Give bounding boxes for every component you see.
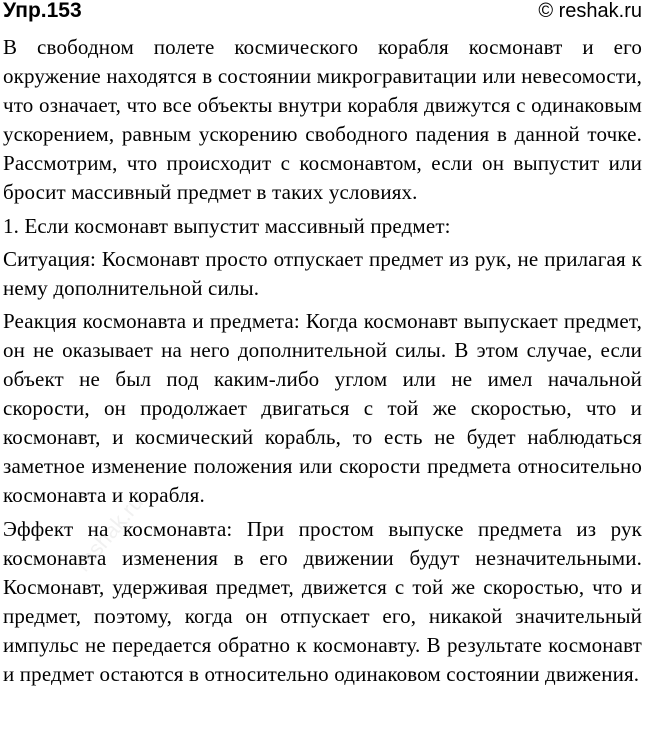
watermark: reshak.ru xyxy=(70,489,149,577)
site-credit: © reshak.ru xyxy=(538,0,642,22)
reaction-paragraph: Реакция космонавта и предмета: Когда космонавт выпускает предмет, он не оказывает на него дополнительной силы. В этом случае, если объект не был под каким-либо углом или не имел начальной скорости, он продолжает двигаться с той же скоростью, что и космонавт, и космический корабль, то есть не будет наблюдаться заметное изменение положения или скорости предмета относительно космонавта и корабля. xyxy=(3,308,642,508)
header xyxy=(3,0,642,30)
exercise-title: Упр.153 xyxy=(3,0,82,22)
situation-paragraph: Ситуация: Космонавт просто отпускает предмет из рук, не прилагая к нему дополнительной силы. xyxy=(3,246,642,300)
case-heading: 1. Если космонавт выпустит массивный предмет: xyxy=(3,213,451,238)
effect-paragraph: Эффект на космонавта: При простом выпуске предмета из рук космонавта изменения в его движении будут незначительными. Космонавт, удерживая предмет, движется с той же скоростью, что и предмет, поэтому, когда он отпускает его, никакой значительный импульс не передается обратно к космонавту. В результате космонавт и предмет остаются в относительно одинаковом состоянии движения. xyxy=(3,516,642,686)
solution-text xyxy=(3,33,642,689)
intro-paragraph: В свободном полете космического корабля космонавт и его окружение находятся в состоянии микрогравитации или невесомости, что означает, что все объекты внутри корабля движутся с одинаковым ускорением, равным ускорению свободного падения в данной точке. Рассмотрим, что происходит с космонавтом, если он выпустит или бросит массивный предмет в таких условиях. xyxy=(3,35,642,205)
